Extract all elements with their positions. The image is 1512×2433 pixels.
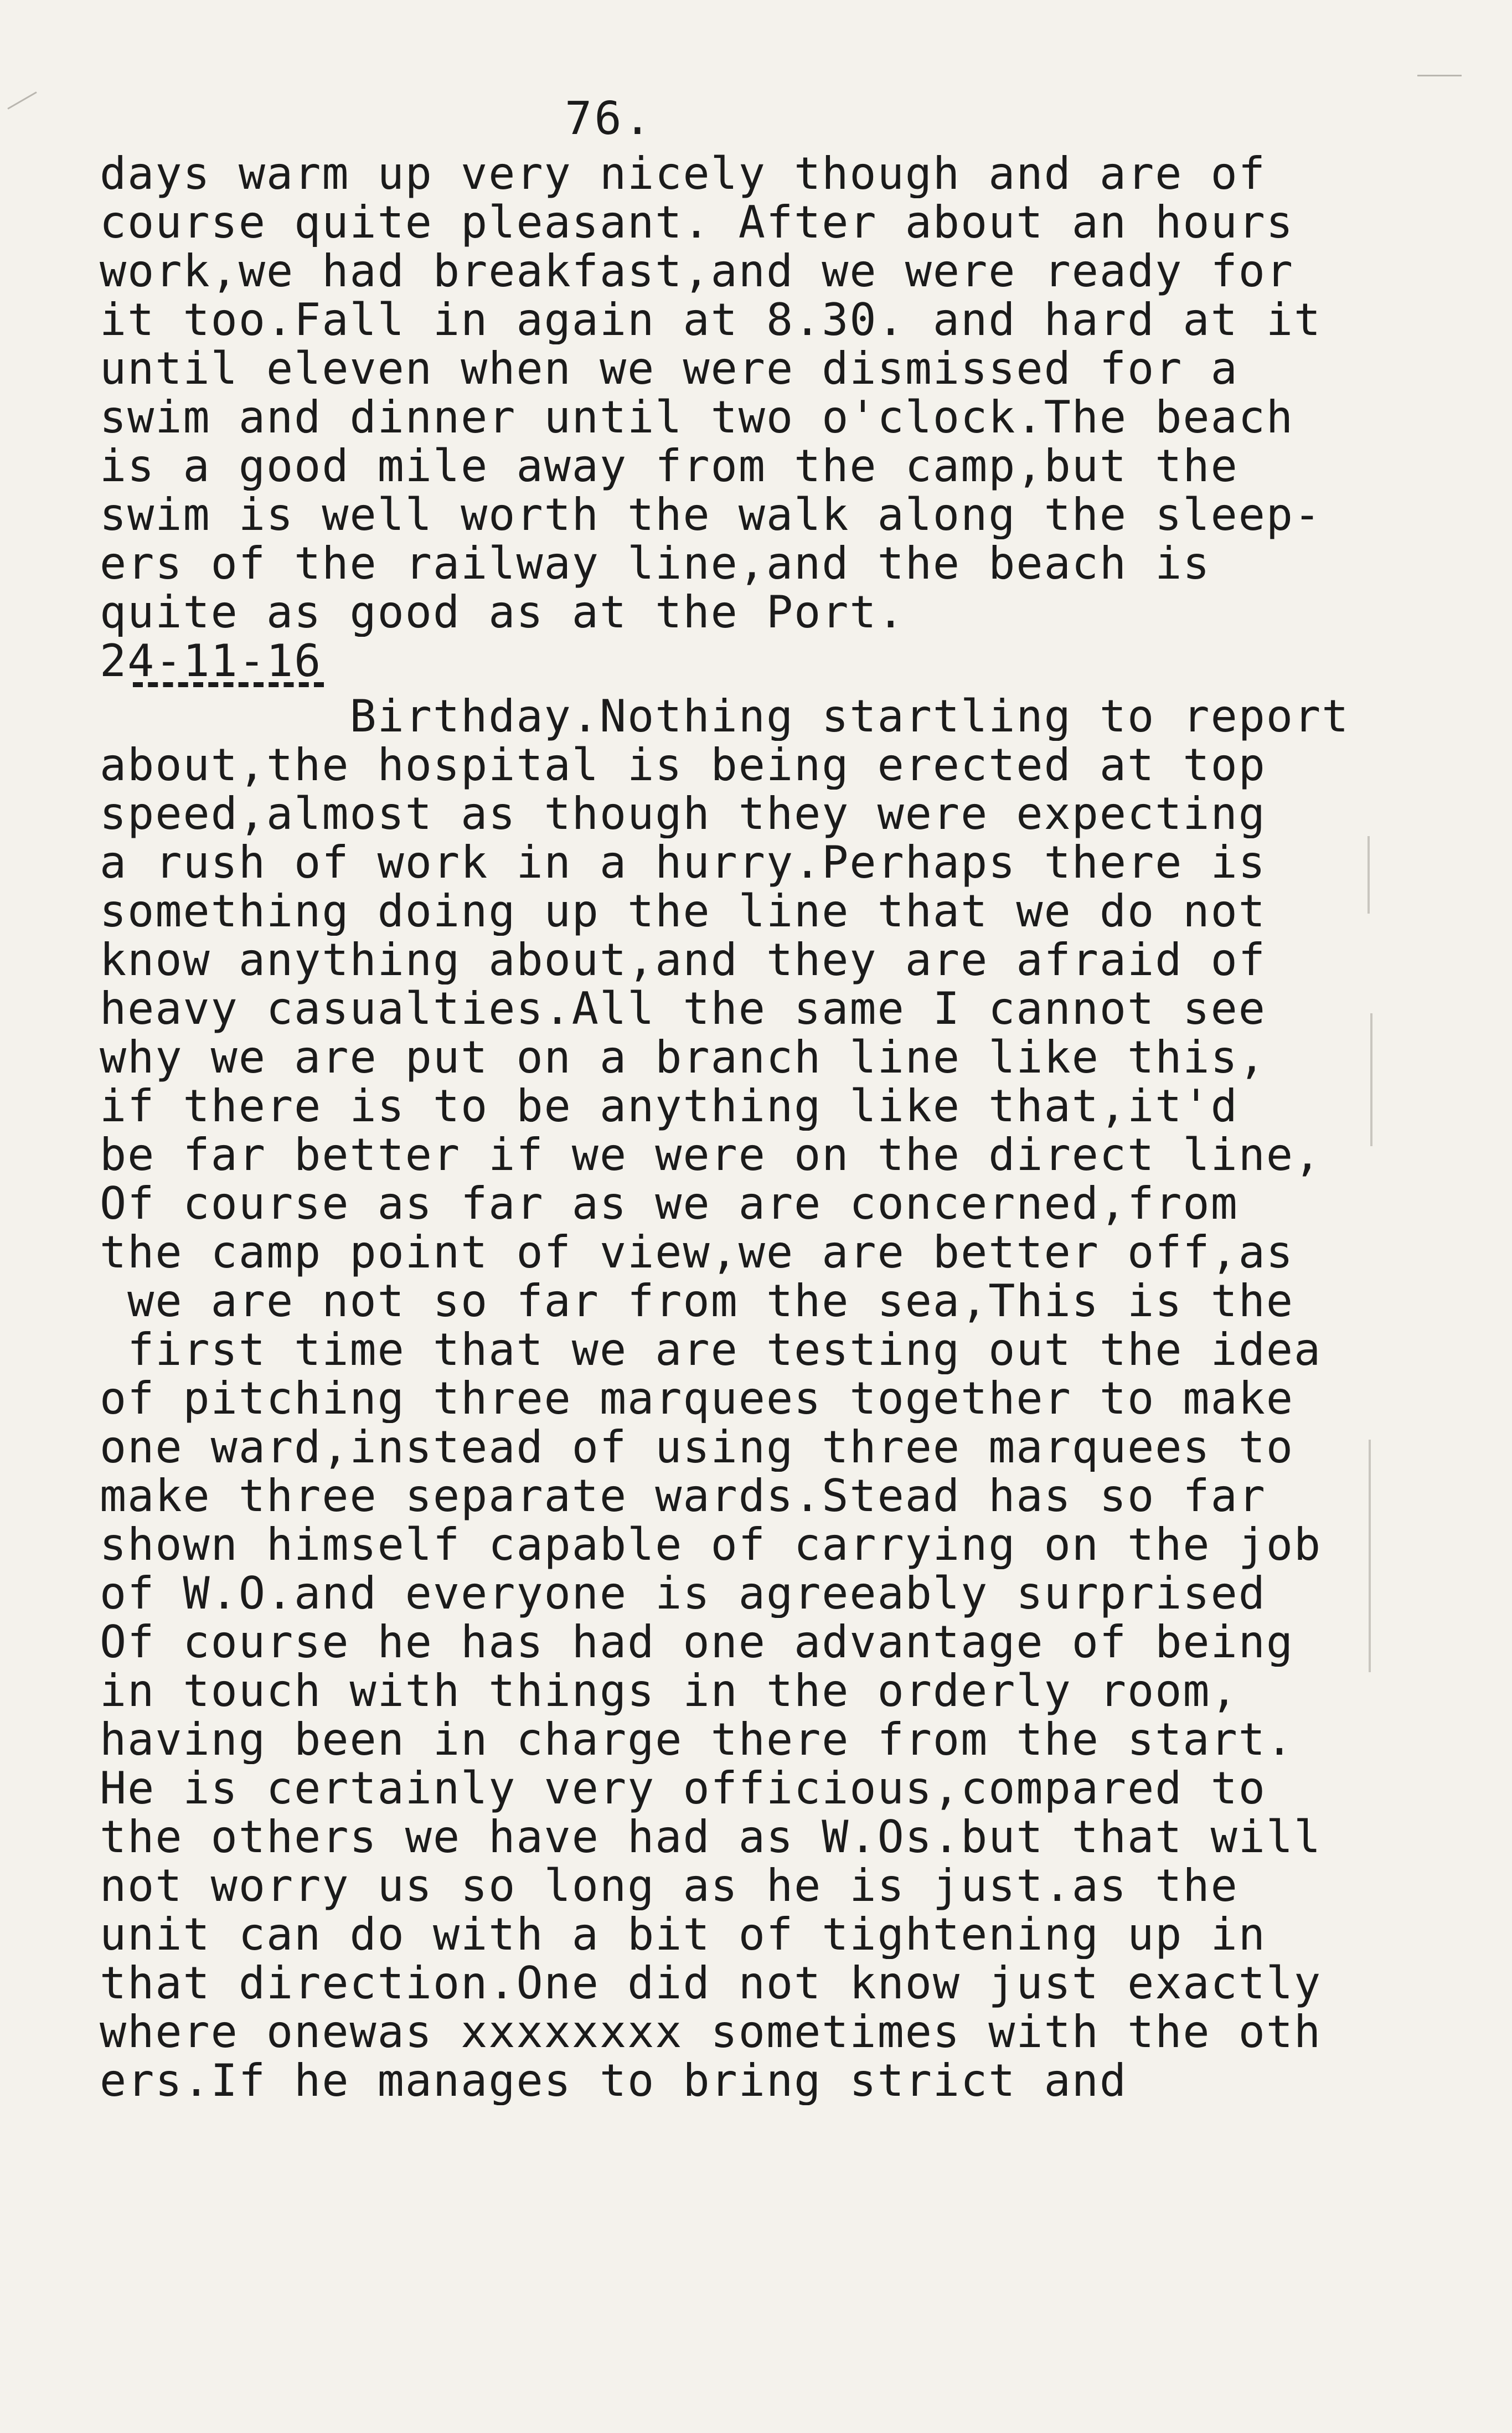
text-line: of W.O.and everyone is agreeably surprised bbox=[100, 1569, 1266, 1618]
text-line: the others we have had as W.Os.but that will bbox=[100, 1813, 1322, 1862]
text-line: if there is to be anything like that,it'd bbox=[100, 1082, 1239, 1131]
text-line: that direction.One did not know just exactly bbox=[100, 1959, 1322, 2008]
text-line: something doing up the line that we do not bbox=[100, 887, 1266, 936]
text-line: heavy casualties.All the same I cannot see bbox=[100, 984, 1266, 1033]
text-line: make three separate wards.Stead has so far bbox=[100, 1472, 1266, 1520]
right-margin-mark bbox=[1370, 1013, 1372, 1146]
text-line: until eleven when we were dismissed for a bbox=[100, 344, 1239, 393]
text-line: it too.Fall in again at 8.30. and hard at it bbox=[100, 296, 1322, 344]
text-line: first time that we are testing out the idea bbox=[100, 1326, 1322, 1374]
text-line: having been in charge there from the start. bbox=[100, 1715, 1294, 1764]
text-line: is a good mile away from the camp,but the bbox=[100, 442, 1239, 491]
text-line: swim and dinner until two o'clock.The beach bbox=[100, 393, 1294, 442]
text-line: why we are put on a branch line like this, bbox=[100, 1033, 1266, 1082]
text-line: swim is well worth the walk along the sleep- bbox=[100, 491, 1322, 539]
text-line: course quite pleasant. After about an hours bbox=[100, 198, 1294, 247]
text-line: Of course he has had one advantage of being bbox=[100, 1618, 1294, 1667]
entry-date: 24-11-16 bbox=[100, 637, 322, 685]
text-line: not worry us so long as he is just.as the bbox=[100, 1862, 1239, 1910]
page-number: 76. bbox=[565, 92, 654, 145]
date-underline bbox=[133, 682, 324, 687]
text-line: one ward,instead of using three marquees to bbox=[100, 1423, 1294, 1472]
text-line: Of course as far as we are concerned,from bbox=[100, 1179, 1239, 1228]
text-line: ers.If he manages to bring strict and bbox=[100, 2056, 1128, 2105]
text-line: shown himself capable of carrying on the job bbox=[100, 1520, 1322, 1569]
text-line: be far better if we were on the direct line, bbox=[100, 1131, 1322, 1179]
text-line: work,we had breakfast,and we were ready for bbox=[100, 247, 1294, 296]
text-line: ers of the railway line,and the beach is bbox=[100, 539, 1211, 588]
text-line: about,the hospital is being erected at top bbox=[100, 741, 1266, 790]
text-line: the camp point of view,we are better off,as bbox=[100, 1228, 1294, 1277]
text-line: we are not so far from the sea,This is the bbox=[100, 1277, 1294, 1326]
corner-mark bbox=[1417, 75, 1462, 76]
right-margin-mark bbox=[1369, 1440, 1371, 1672]
text-line: where onewas xxxxxxxx sometimes with the oth bbox=[100, 2008, 1322, 2056]
text-line: days warm up very nicely though and are of bbox=[100, 150, 1266, 198]
text-line: of pitching three marquees together to make bbox=[100, 1374, 1294, 1423]
text-line: in touch with things in the orderly room, bbox=[100, 1667, 1239, 1715]
text-line: a rush of work in a hurry.Perhaps there is bbox=[100, 838, 1266, 887]
text-line: quite as good as at the Port. bbox=[100, 588, 905, 637]
text-line: Birthday.Nothing startling to report bbox=[100, 692, 1350, 741]
right-margin-mark bbox=[1367, 836, 1370, 914]
corner-mark bbox=[7, 91, 37, 110]
text-line: speed,almost as though they were expecting bbox=[100, 790, 1266, 838]
text-line: unit can do with a bit of tightening up in bbox=[100, 1910, 1266, 1959]
text-line: He is certainly very officious,compared to bbox=[100, 1764, 1266, 1813]
text-line: know anything about,and they are afraid of bbox=[100, 936, 1266, 984]
